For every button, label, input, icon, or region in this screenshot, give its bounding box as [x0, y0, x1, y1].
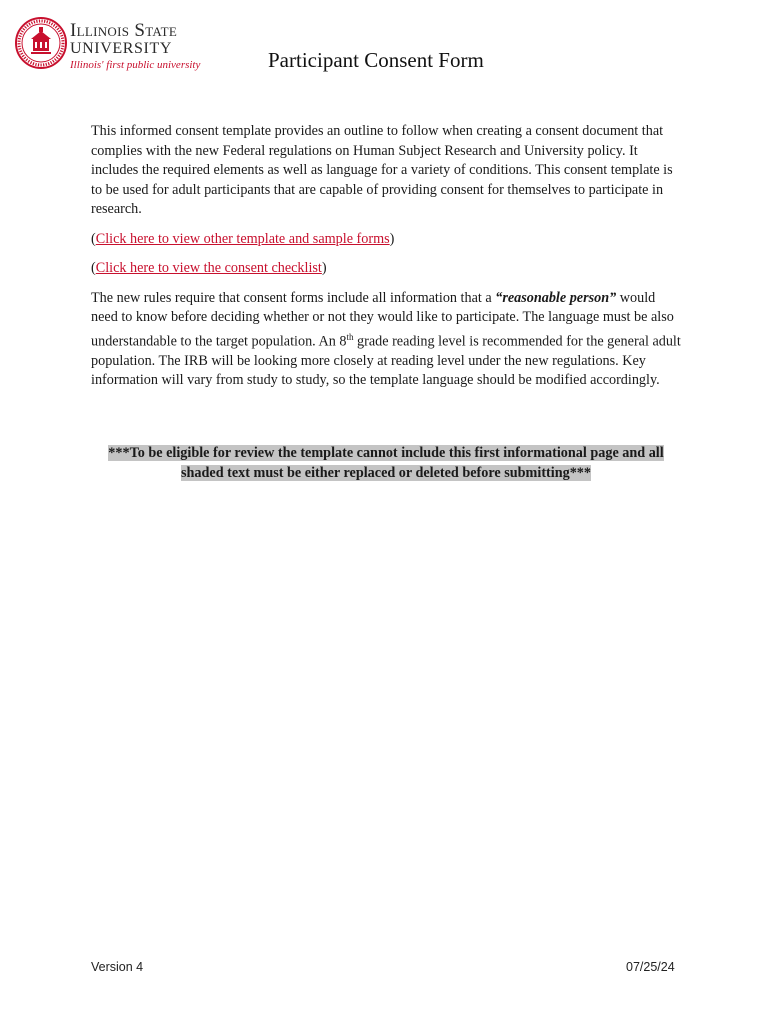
notice-text: ***To be eligible for review the template cannot include this first informational page and all shaded text must be either replaced or deleted before submitting*** — [108, 445, 664, 481]
document-body — [91, 122, 683, 401]
paren-open: ( — [91, 260, 96, 276]
intro-paragraph: This informed consent template provides an outline to follow when creating a consent document that complies with the new Federal regulations on Human Subject Research and University policy. It includes the required elements as well as language for a variety of conditions. This consent template is to be used for adult participants that are capable of providing consent for themselves to participate in research. — [91, 123, 673, 217]
footer-date: 07/25/24 — [626, 960, 675, 974]
paren-close: ) — [389, 230, 395, 247]
reasonable-person-emphasis: “reasonable person” — [495, 289, 617, 306]
logo-line1: Illinois State — [70, 20, 178, 41]
eligibility-notice — [91, 444, 681, 483]
rules-text-3: grade reading level is recommended for the general adult population. The IRB will be looking more closely at reading level under the new regulations. Key information will vary from study to study, so the template language should be modified accordingly. — [91, 333, 681, 389]
footer-version: Version 4 — [91, 960, 144, 974]
logo-tagline: Illinois' first public university — [70, 59, 201, 71]
rules-paragraph — [91, 289, 683, 391]
rules-text-1: The new rules require that consent forms include all information that a — [91, 289, 496, 306]
university-seal-icon — [15, 17, 67, 69]
consent-checklist-link[interactable]: Click here to view the consent checklist — [95, 260, 322, 276]
paren-close: ) — [321, 260, 327, 276]
link-paragraph-templates — [91, 230, 683, 250]
page-title: Participant Consent Form — [268, 48, 484, 72]
university-wordmark — [70, 21, 200, 72]
ordinal-superscript: th — [346, 331, 354, 342]
paren-open: ( — [91, 230, 96, 247]
link-paragraph-checklist — [91, 259, 683, 279]
template-forms-link[interactable]: Click here to view other template and sample forms — [95, 230, 390, 247]
logo-line2: UNIVERSITY — [70, 40, 172, 57]
rules-text-2: would need to know before deciding whether or not they would like to participate. The language must be also understandable to the target population. An 8 — [91, 289, 674, 350]
